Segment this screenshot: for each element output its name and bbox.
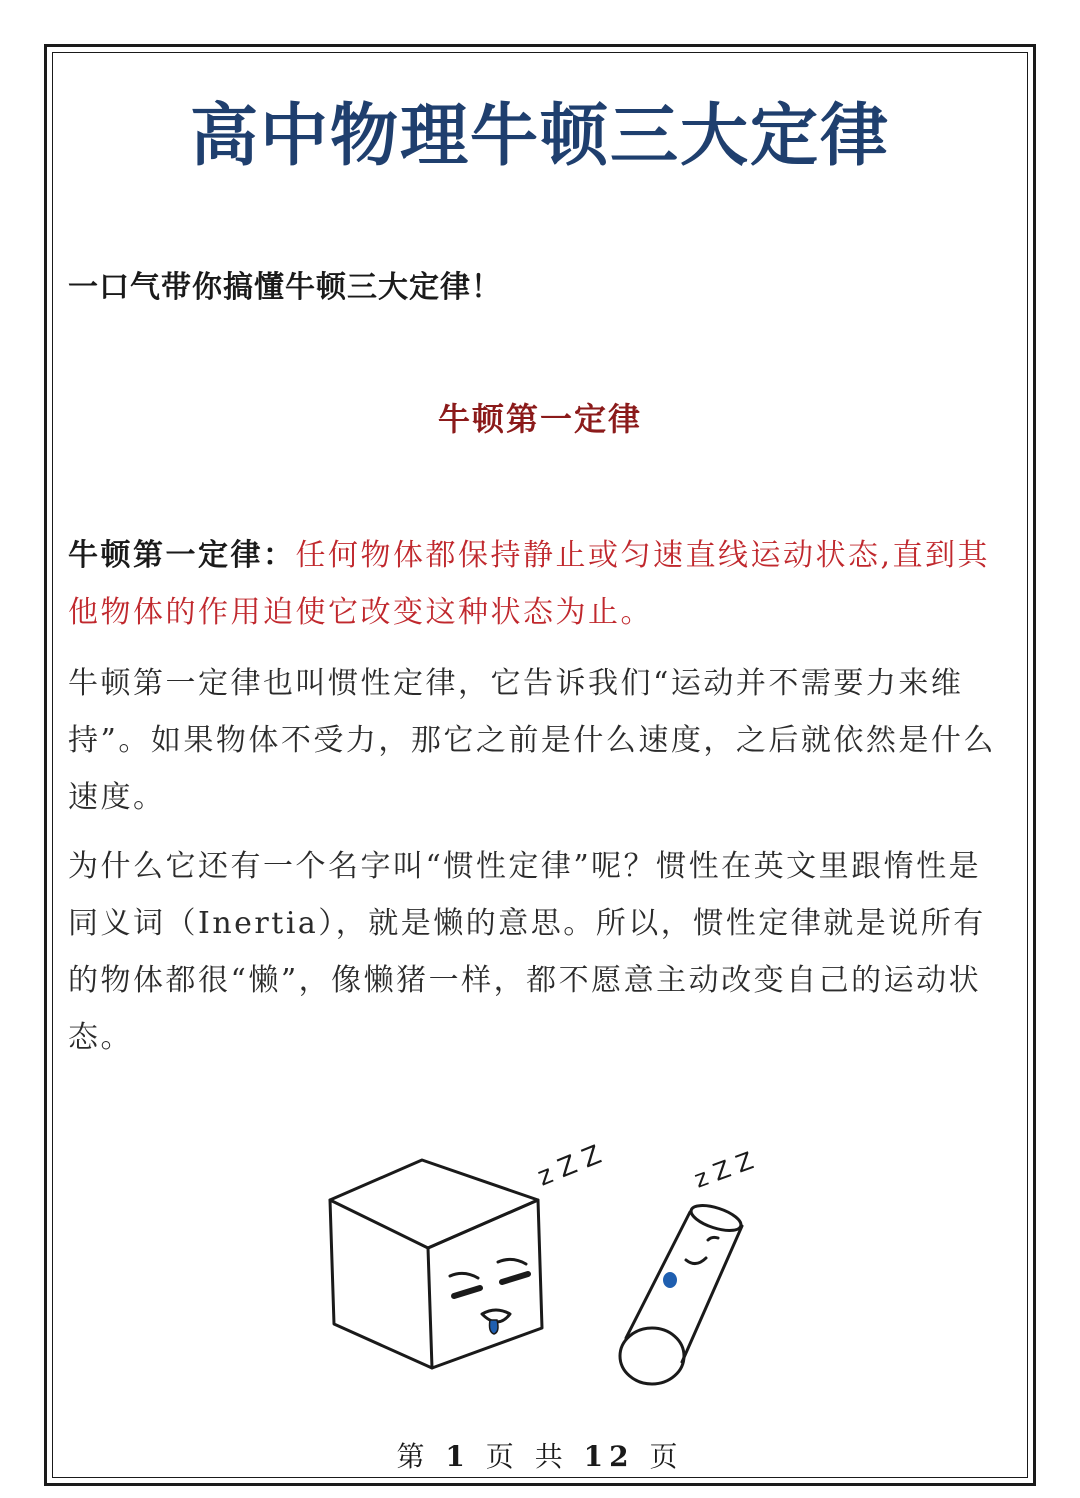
footer-prefix: 第	[396, 1440, 431, 1473]
zzz-cylinder: z Z Z	[690, 1146, 758, 1194]
page-footer	[0, 1435, 1080, 1475]
law-statement	[68, 527, 1012, 641]
total-pages: 12	[583, 1440, 635, 1473]
sleeping-cylinder	[620, 1200, 744, 1384]
sleeping-cube	[330, 1160, 542, 1368]
section-heading: 牛顿第一定律	[437, 400, 642, 438]
footer-middle: 页 共	[485, 1440, 569, 1473]
paragraph-inertia-meaning: 为什么它还有一个名字叫“惯性定律”呢？惯性在英文里跟惰性是同义词（Inertia），就是懒的意思。所以，惯性定律就是说所有的物体都很“懒”，像懒猪一样，都不愿意主动改变自己的运动状态。	[68, 849, 986, 1055]
sleeping-objects-illustration	[310, 1100, 780, 1400]
cylinder-nose-dot	[663, 1272, 677, 1288]
law-text: 任何物体都保持静止或匀速直线运动状态,直到其他物体的作用迫使它改变这种状态为止。	[68, 538, 991, 630]
intro-line: 一口气带你搞懂牛顿三大定律！	[68, 270, 502, 305]
footer-suffix: 页	[649, 1440, 684, 1473]
paragraph-inertia-law: 牛顿第一定律也叫惯性定律，它告诉我们“运动并不需要力来维持”。如果物体不受力，那它之前是什么速度，之后就依然是什么速度。	[68, 666, 996, 815]
current-page: 1	[445, 1440, 471, 1473]
law-label: 牛顿第一定律：	[68, 538, 296, 573]
zzz-cube: z Z Z	[533, 1140, 606, 1193]
drool-drop	[490, 1320, 499, 1334]
document-title: 高中物理牛顿三大定律	[189, 97, 890, 176]
